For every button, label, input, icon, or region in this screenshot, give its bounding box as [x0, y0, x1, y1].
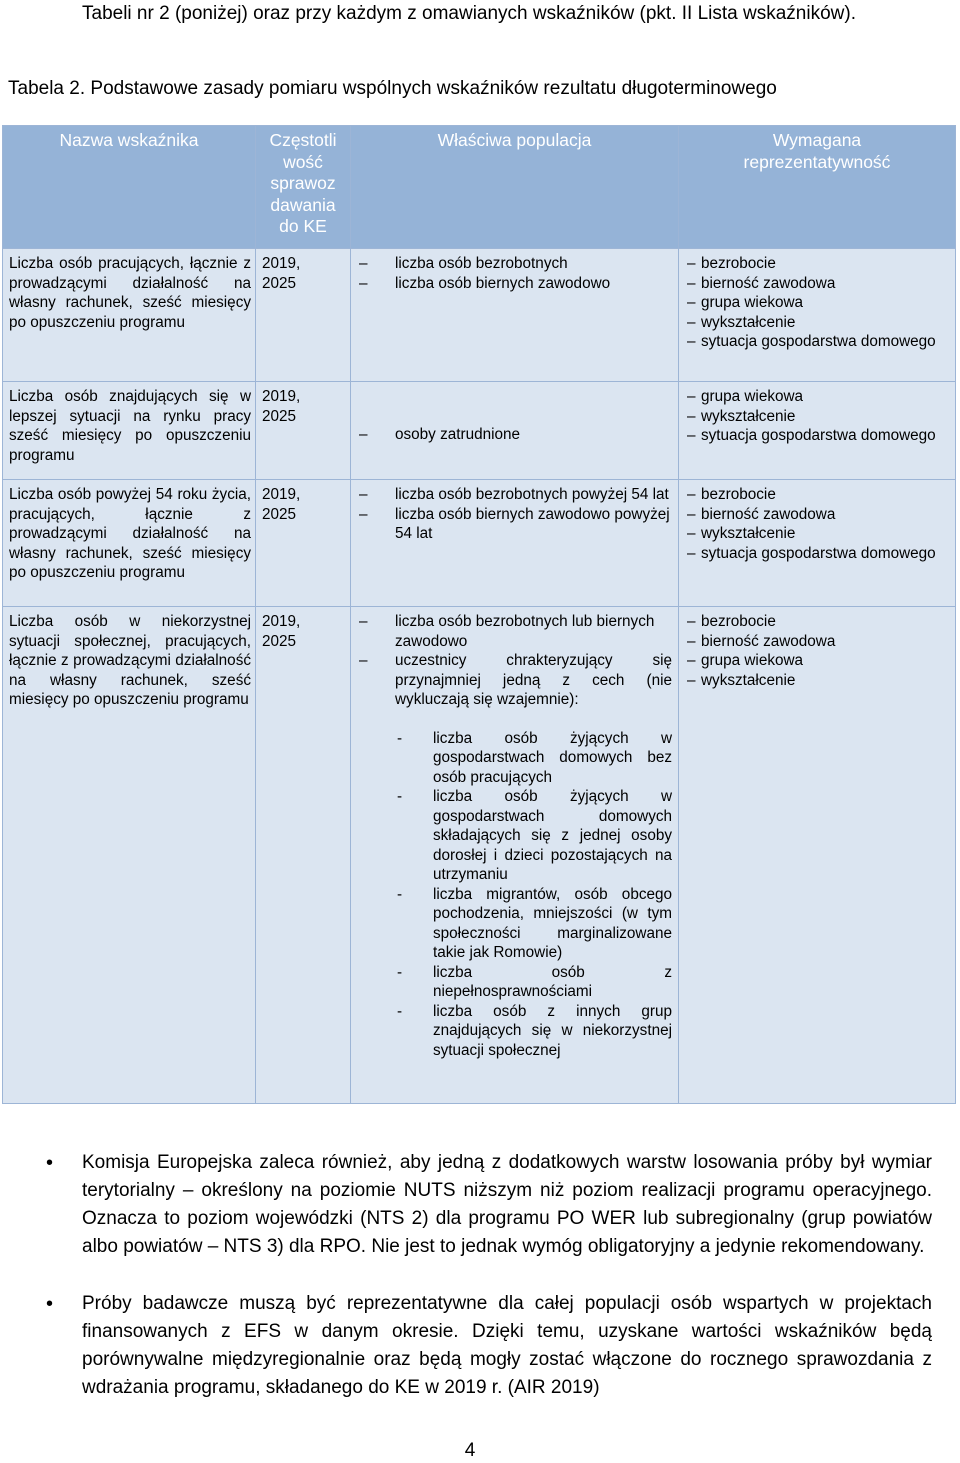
population-item: – liczba osób bezrobotnych powyżej 54 lat — [359, 486, 669, 503]
indicator-population — [351, 382, 679, 480]
indicator-name: Liczba osób powyżej 54 roku życia, pracujących, łącznie z prowadzącymi działalność na własny rachunek, sześć miesięcy po opuszczeniu programu — [3, 480, 256, 607]
population-subitem: - liczba osób żyjących w gospodarstwach domowych bez osób pracujących — [397, 729, 672, 786]
population-subitem: - liczba osób z niepełnosprawnościami — [397, 963, 672, 1000]
rep-item: – bezrobocie — [687, 486, 776, 503]
rep-item: – grupa wiekowa — [687, 294, 804, 311]
population-subitem: - liczba osób żyjących w gospodarstwach domowych składających się z jednej osoby dorosłej i dzieci pozostających na utrzymaniu — [397, 788, 672, 883]
indicator-population — [351, 480, 679, 607]
indicator-representativeness — [679, 249, 956, 382]
rep-item: – grupa wiekowa — [687, 388, 804, 405]
rep-item: – wykształcenie — [687, 671, 796, 689]
frequency-value: 2019, 2025 — [262, 388, 301, 425]
indicator-name: Liczba osób w niekorzystnej sytuacji społecznej, pracujących, łącznie z prowadzącymi działalność na własny rachunek, sześć miesięcy po opuszczeniu programu — [3, 607, 256, 1104]
indicators-table — [2, 125, 956, 1104]
rep-item: – bezrobocie — [687, 613, 776, 630]
indicator-frequency — [256, 607, 351, 1104]
population-item: – uczestnicy chrakteryzujący się przynajmniej jedną z cech (nie wykluczają się wzajemnie): — [359, 652, 672, 708]
indicator-frequency — [256, 249, 351, 382]
population-item: – liczba osób bezrobotnych — [359, 255, 568, 272]
header-frequency-label: Częstotli wość sprawoz dawania do KE — [269, 130, 337, 236]
rep-item: – sytuacja gospodarstwa domowego — [687, 544, 936, 562]
bullet-text: Komisja Europejska zaleca również, aby jedną z dodatkowych warstw losowania próby był wymiar terytorialny – określony na poziomie NUTS niższym niż poziom realizacji programu operacyjnego. Oznacza to poziom wojewódzki (NTS 2) dla programu PO WER lub subregionalny (grup powiatów albo powiatów – NTS 3) dla RPO. Nie jest to jednak wymóg obligatoryjny a jedynie rekomendowany. — [82, 1152, 932, 1257]
bullet-list — [46, 1149, 932, 1431]
indicator-name: Liczba osób znajdujących się w lepszej sytuacji na rynku pracy sześć miesięcy po opuszczeniu programu — [3, 382, 256, 480]
indicator-name: Liczba osób pracujących, łącznie z prowadzącymi działalność na własny rachunek, sześć miesięcy po opuszczeniu programu — [3, 249, 256, 382]
header-representativeness — [679, 126, 956, 249]
indicator-population — [351, 249, 679, 382]
rep-item: – sytuacja gospodarstwa domowego — [687, 427, 936, 444]
table-row — [3, 249, 956, 382]
indicator-frequency — [256, 480, 351, 607]
header-indicator-name: Nazwa wskaźnika — [3, 126, 256, 249]
rep-item: – wykształcenie — [687, 313, 796, 331]
population-item: – osoby zatrudnione — [359, 426, 521, 443]
population-subitem: - liczba migrantów, osób obcego pochodzenia, mniejszości (w tym społeczności marginalizowane takie jak Romowie) — [397, 885, 672, 961]
table-row — [3, 607, 956, 1104]
indicator-frequency — [256, 382, 351, 480]
frequency-value: 2019, 2025 — [262, 486, 301, 523]
table-row — [3, 480, 956, 607]
page-number: 4 — [464, 1440, 476, 1461]
frequency-value: 2019, 2025 — [262, 255, 301, 292]
header-frequency — [256, 126, 351, 249]
rep-item: – sytuacja gospodarstwa domowego — [687, 333, 936, 350]
table-header-row — [3, 126, 956, 249]
table-row — [3, 382, 956, 480]
rep-item: – wykształcenie — [687, 525, 796, 542]
intro-paragraph: Tabeli nr 2 (poniżej) oraz przy każdym z omawianych wskaźników (pkt. II Lista wskaźników). — [82, 3, 856, 24]
population-item: – liczba osób biernych zawodowo powyżej 54 lat — [359, 505, 670, 542]
indicator-representativeness — [679, 382, 956, 480]
rep-item: – bierność zawodowa — [687, 274, 836, 292]
frequency-value: 2019, 2025 — [262, 613, 301, 650]
bullet-text: Próby badawcze muszą być reprezentatywne dla całej populacji osób wspartych w projektach finansowanych z EFS w danym okresie. Dzięki temu, uzyskane wartości wskaźników będą porównywalne międzyregionalnie oraz będą mogły zostać włączone do rocznego sprawozdania z wdrażania programu, składanego do KE w 2019 r. (AIR 2019) — [82, 1293, 932, 1398]
table-caption: Tabela 2. Podstawowe zasady pomiaru wspólnych wskaźników rezultatu długoterminowego — [8, 78, 777, 99]
population-item: – liczba osób bezrobotnych lub biernych zawodowo — [359, 613, 655, 650]
population-item: – liczba osób biernych zawodowo — [359, 274, 611, 292]
bullet-dot-icon: • — [46, 1293, 54, 1315]
bullet-item — [46, 1290, 932, 1402]
population-subitem: - liczba osób z innych grup znajdujących się w niekorzystnej sytuacji społecznej — [397, 1002, 672, 1059]
rep-item: – wykształcenie — [687, 407, 796, 425]
rep-item: – grupa wiekowa — [687, 652, 804, 669]
bullet-dot-icon: • — [46, 1152, 54, 1174]
bullet-item — [46, 1149, 932, 1261]
header-population: Właściwa populacja — [351, 126, 679, 249]
indicator-population — [351, 607, 679, 1104]
indicator-representativeness — [679, 607, 956, 1104]
header-representativeness-label: Wymagana reprezentatywność — [743, 130, 891, 172]
rep-item: – bierność zawodowa — [687, 632, 836, 650]
rep-item: – bierność zawodowa — [687, 505, 836, 523]
indicator-representativeness — [679, 480, 956, 607]
rep-item: – bezrobocie — [687, 255, 776, 272]
